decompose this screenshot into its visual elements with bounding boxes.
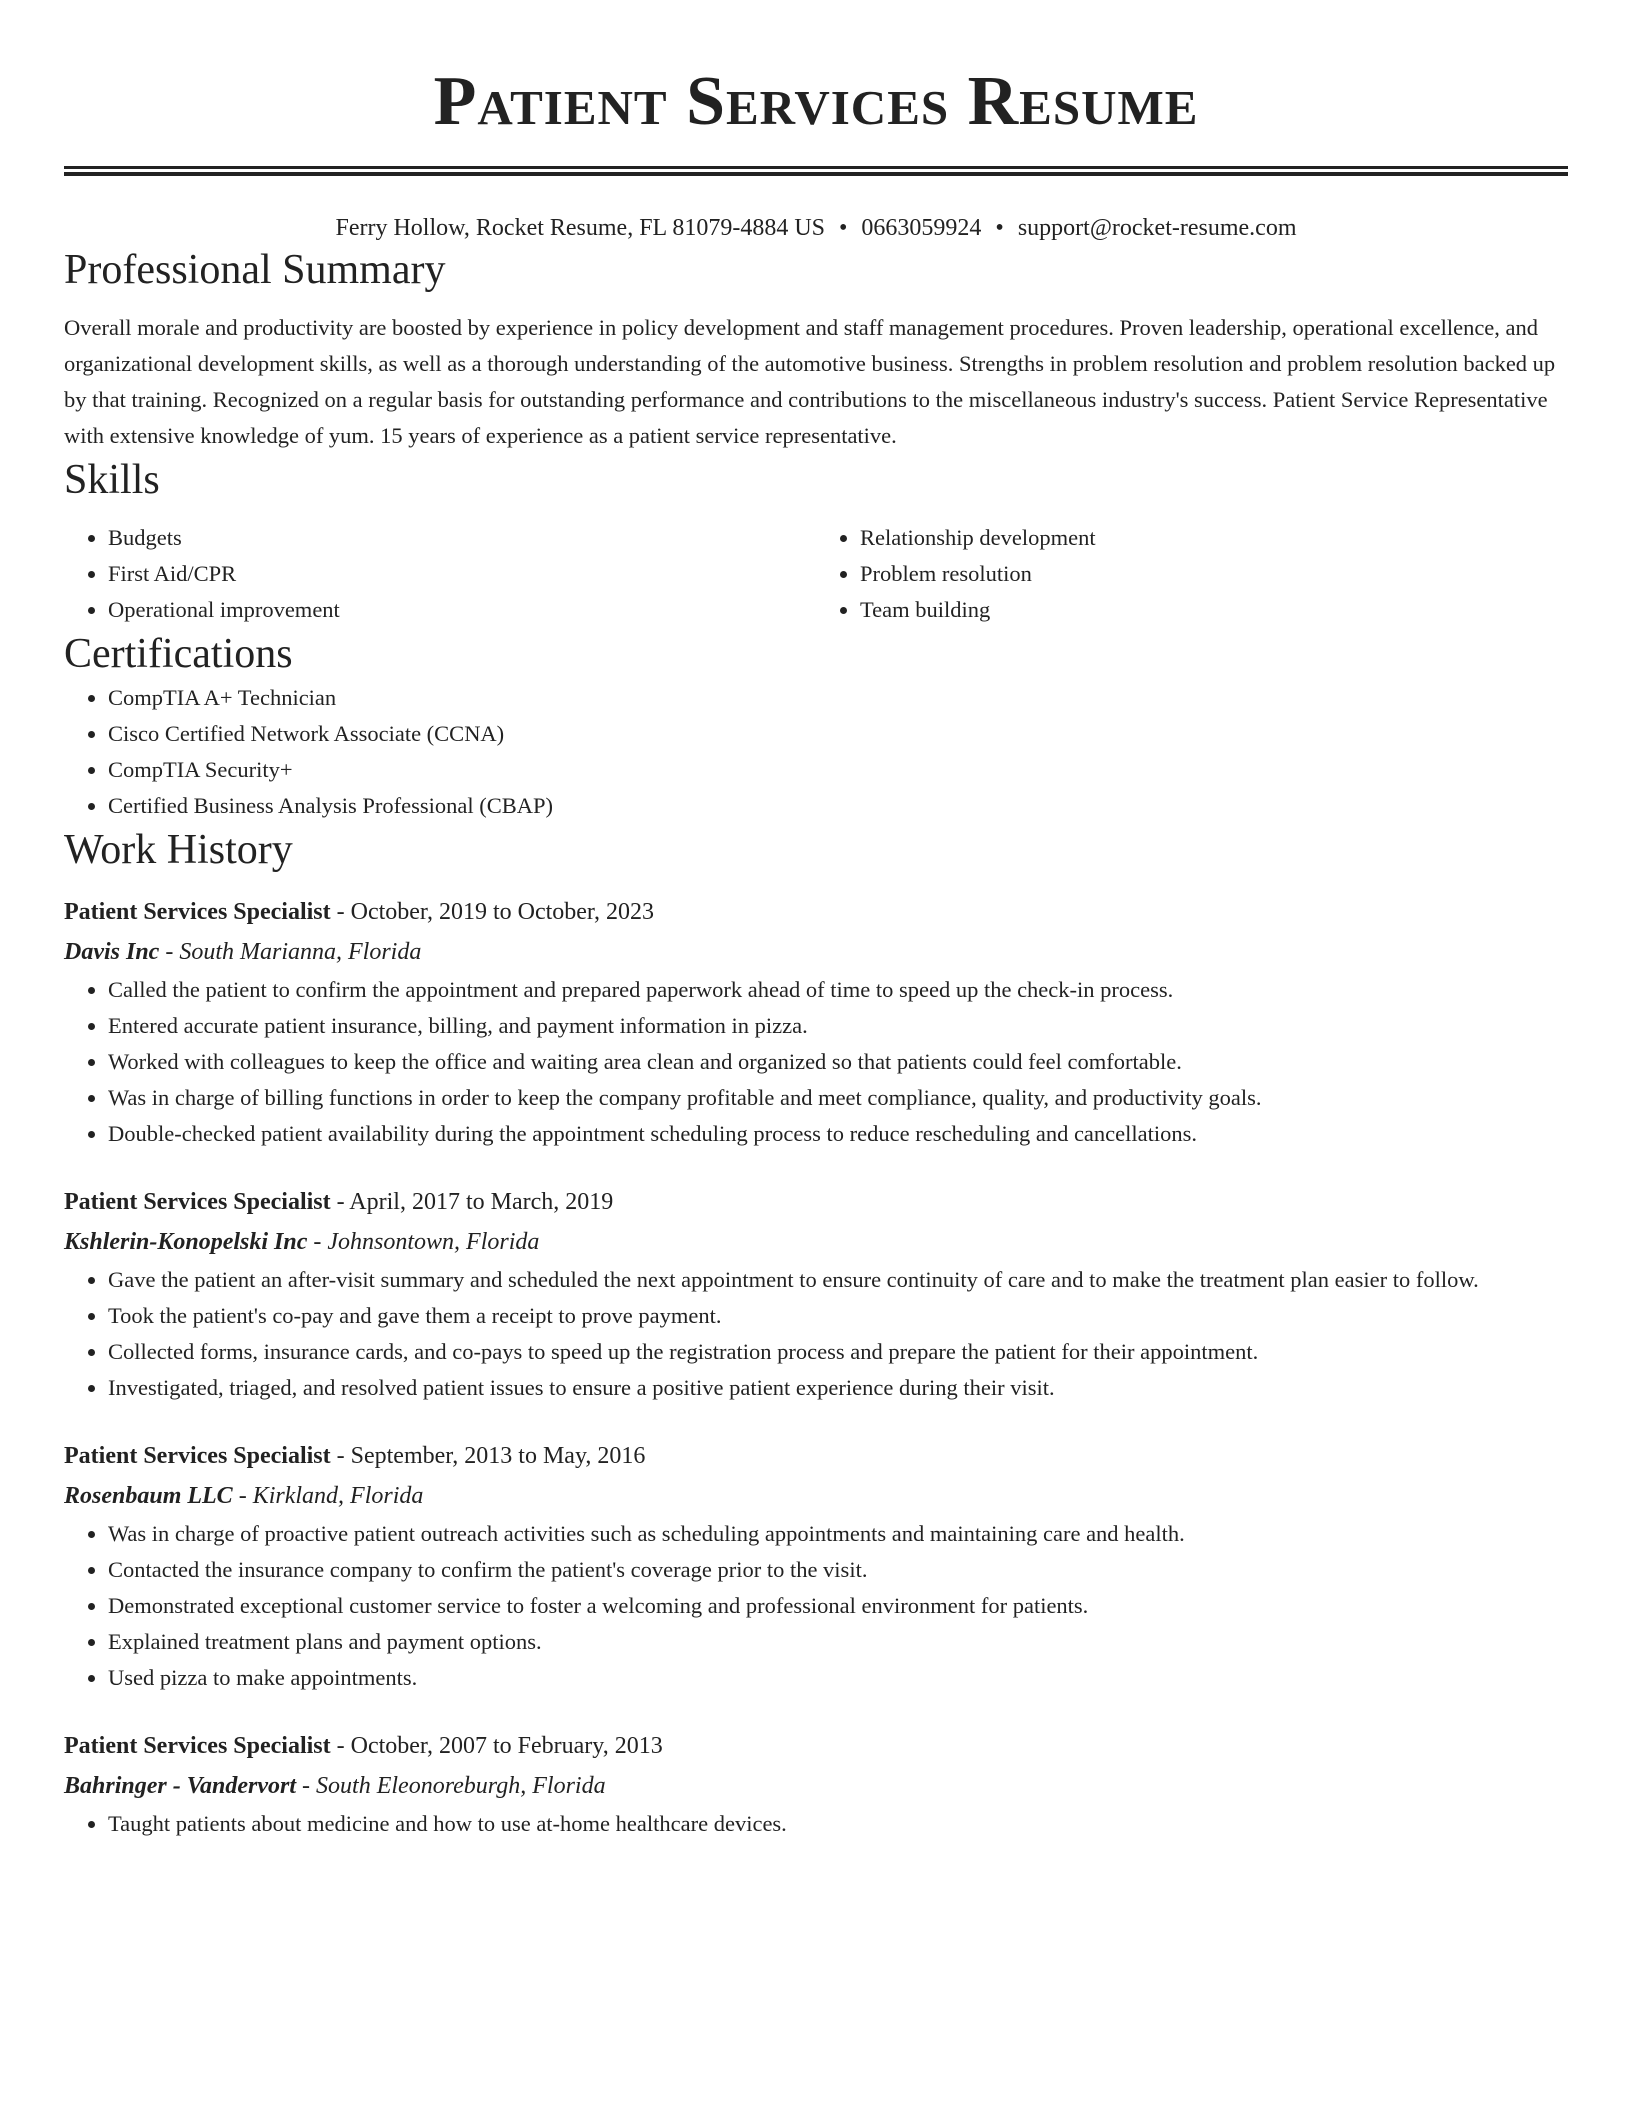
skill-item: • Team building [860,592,1568,628]
contact-address: Ferry Hollow, Rocket Resume, FL 81079-4884 US [335,215,825,241]
work-history-section [64,824,1568,1842]
skills-columns [64,520,1568,628]
job-entry [64,1182,1568,1406]
skills-column-right [816,520,1568,628]
job-duties-list [64,972,1568,1152]
job-dates: - April, 2017 to March, 2019 [336,1189,614,1215]
work-history-heading: Work History [64,827,293,873]
job-company-line [64,1222,1568,1262]
summary-text: Overall morale and productivity are boosted by experience in policy development and staff management procedures. Proven leadership, operational excellence, and organizational development skills, as well as a thorough understanding of the automotive business. Strengths in problem resolution and problem resolution backed up by that training. Recognized on a regular basis for outstanding performance and contributions to the miscellaneous industry's success. Patient Service Representative with extensive knowledge of yum. 15 years of experience as a patient service representative. [64,315,1556,448]
job-duty: • Contacted the insurance company to confirm the patient's coverage prior to the visit. [108,1552,1568,1588]
skills-column-left [64,520,816,628]
job-duty: • Demonstrated exceptional customer service to foster a welcoming and professional environment for patients. [108,1588,1568,1624]
skill-item: • First Aid/CPR [108,556,816,592]
certifications-section [64,628,1568,824]
skills-heading: Skills [64,457,160,503]
contact-phone: 0663059924 [861,215,982,241]
certification-item: • Cisco Certified Network Associate (CCNA) [108,716,1568,752]
job-dates: - September, 2013 to May, 2016 [336,1443,646,1469]
job-duty: • Used pizza to make appointments. [108,1660,1568,1696]
skill-item: • Budgets [108,520,816,556]
summary-heading: Professional Summary [64,247,446,293]
job-role: Patient Services Specialist [64,1189,331,1215]
job-dates: - October, 2007 to February, 2013 [336,1733,663,1759]
certifications-heading: Certifications [64,631,293,677]
contact-email: support@rocket-resume.com [1017,215,1297,241]
job-duty: • Investigated, triaged, and resolved patient issues to ensure a positive patient experience during their visit. [108,1370,1568,1406]
job-title-line [64,892,1568,932]
job-duty: • Called the patient to confirm the appointment and prepared paperwork ahead of time to speed up the check-in process. [108,972,1568,1008]
job-company-line [64,1766,1568,1806]
job-company: Rosenbaum LLC [64,1483,233,1509]
job-duties-list [64,1262,1568,1406]
job-location: - Johnsontown, Florida [313,1229,540,1255]
skill-item: • Operational improvement [108,592,816,628]
job-location: - South Eleonoreburgh, Florida [302,1773,606,1799]
job-duty: • Worked with colleagues to keep the office and waiting area clean and organized so that patients could feel comfortable. [108,1044,1568,1080]
skill-item: • Problem resolution [860,556,1568,592]
job-duty: • Explained treatment plans and payment options. [108,1624,1568,1660]
contact-separator: • [995,215,1004,241]
job-role: Patient Services Specialist [64,1733,331,1759]
skill-item: • Relationship development [860,520,1568,556]
certification-item: • CompTIA A+ Technician [108,680,1568,716]
job-duties-list [64,1806,1568,1842]
contact-line [64,212,1568,244]
job-duty: • Entered accurate patient insurance, billing, and payment information in pizza. [108,1008,1568,1044]
job-location: - Kirkland, Florida [238,1483,424,1509]
summary-section [64,244,1568,454]
job-company: Davis Inc [64,939,160,965]
job-location: - South Marianna, Florida [165,939,422,965]
job-role: Patient Services Specialist [64,1443,331,1469]
job-duty: • Took the patient's co-pay and gave them a receipt to prove payment. [108,1298,1568,1334]
job-role: Patient Services Specialist [64,899,331,925]
title-divider [64,166,1568,176]
certifications-list [64,680,1568,824]
job-title-line [64,1182,1568,1222]
job-duties-list [64,1516,1568,1696]
job-duty: • Double-checked patient availability during the appointment scheduling process to reduce rescheduling and cancellations. [108,1116,1568,1152]
certification-item: • CompTIA Security+ [108,752,1568,788]
job-entry [64,1726,1568,1842]
certification-item: • Certified Business Analysis Professional (CBAP) [108,788,1568,824]
job-company-line [64,932,1568,972]
job-title-line [64,1726,1568,1766]
job-duty: • Taught patients about medicine and how to use at-home healthcare devices. [108,1806,1568,1842]
skills-list-right [816,520,1568,628]
job-title-line [64,1436,1568,1476]
job-company: Kshlerin-Konopelski Inc [64,1229,308,1255]
job-company: Bahringer - Vandervort [64,1773,297,1799]
skills-list-left [64,520,816,628]
job-duty: • Collected forms, insurance cards, and co-pays to speed up the registration process and prepare the patient for their appointment. [108,1334,1568,1370]
job-duty: • Gave the patient an after-visit summary and scheduled the next appointment to ensure continuity of care and to make the treatment plan easier to follow. [108,1262,1568,1298]
page-title: Patient Services Resume [433,63,1199,140]
job-entry [64,1436,1568,1696]
job-duty: • Was in charge of billing functions in order to keep the company profitable and meet compliance, quality, and productivity goals. [108,1080,1568,1116]
job-company-line [64,1476,1568,1516]
job-dates: - October, 2019 to October, 2023 [336,899,654,925]
contact-separator: • [839,215,848,241]
skills-section [64,454,1568,628]
job-duty: • Was in charge of proactive patient outreach activities such as scheduling appointments and maintaining care and health. [108,1516,1568,1552]
job-entry [64,892,1568,1152]
